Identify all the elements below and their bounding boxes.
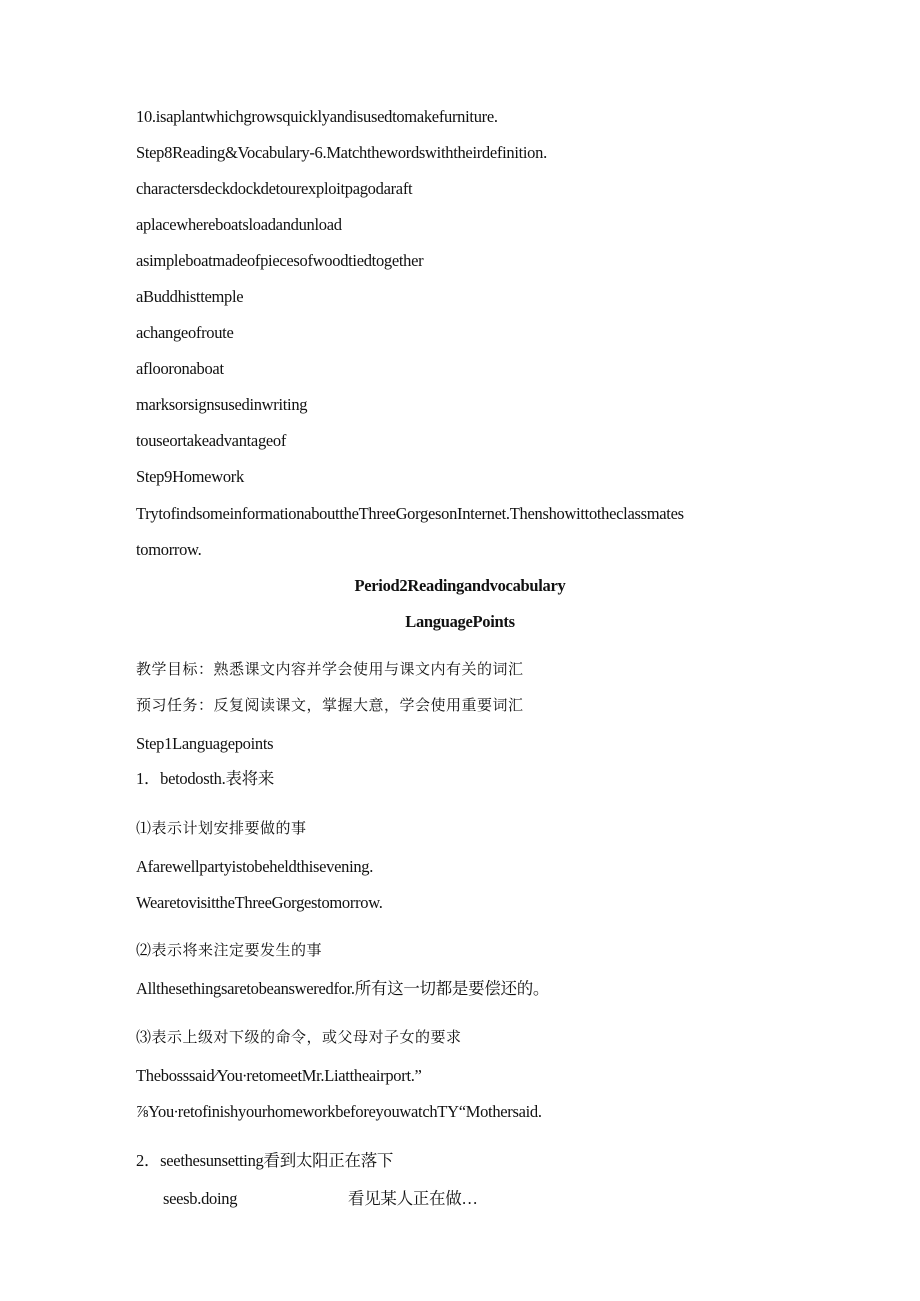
example-1a: Afarewellpartyistobeheldthisevening. bbox=[136, 857, 374, 876]
point-2: 2．seethesunsetting看到太阳正在落下 bbox=[136, 1151, 394, 1170]
definition-4: achangeofroute bbox=[136, 323, 234, 342]
definition-6: marksorsignsusedinwriting bbox=[136, 395, 308, 414]
usage-2: ⑵表示将来注定要发生的事 bbox=[136, 941, 323, 959]
phrase-meaning: 看见某人正在做… bbox=[348, 1189, 478, 1208]
example-1b: WearetovisittheThreeGorgestomorrow. bbox=[136, 893, 383, 912]
word-list: charactersdeckdockdetourexploitpagodaraft bbox=[136, 179, 413, 198]
point-1: 1．betodosth.表将来 bbox=[136, 769, 275, 788]
definition-3: aBuddhisttemple bbox=[136, 287, 244, 306]
definition-7: touseortakeadvantageof bbox=[136, 431, 287, 450]
definition-5: aflooronaboat bbox=[136, 359, 224, 378]
usage-3: ⑶表示上级对下级的命令，或父母对子女的要求 bbox=[136, 1028, 462, 1046]
period-title: Period2Readingandvocabulary bbox=[354, 576, 566, 595]
step1-heading: Step1Languagepoints bbox=[136, 734, 274, 753]
usage-1: ⑴表示计划安排要做的事 bbox=[136, 819, 307, 837]
homework-text-cont: tomorrow. bbox=[136, 540, 202, 559]
teaching-goal: 教学目标：熟悉课文内容并学会使用与课文内有关的词汇 bbox=[136, 660, 524, 678]
phrase-pattern: seesb.doing bbox=[163, 1189, 238, 1208]
step9-heading: Step9Homework bbox=[136, 467, 244, 486]
homework-text: TrytofindsomeinformationabouttheThreeGorgesonInternet.Thenshowittotheclassmates bbox=[136, 504, 684, 523]
text-line: 10.isaplantwhichgrowsquicklyandisusedtomakefurniture. bbox=[136, 107, 498, 126]
section-title: LanguagePoints bbox=[405, 612, 515, 631]
definition-1: aplacewhereboatsloadandunload bbox=[136, 215, 342, 234]
example-3b: ⅞You∙retofinishyourhomeworkbeforeyouwatchTY“Mothersaid. bbox=[136, 1102, 542, 1121]
example-3a: Thebosssaid∕You∙retomeetMr.Liattheairport.” bbox=[136, 1066, 422, 1085]
preview-task: 预习任务：反复阅读课文，掌握大意，学会使用重要词汇 bbox=[136, 696, 524, 714]
example-2: Allthesethingsaretobeansweredfor.所有这一切都是要偿还的。 bbox=[136, 979, 550, 998]
step8-heading: Step8Reading&Vocabulary-6.Matchthewordswiththeirdefinition. bbox=[136, 143, 547, 162]
definition-2: asimpleboatmadeofpiecesofwoodtiedtogether bbox=[136, 251, 424, 270]
